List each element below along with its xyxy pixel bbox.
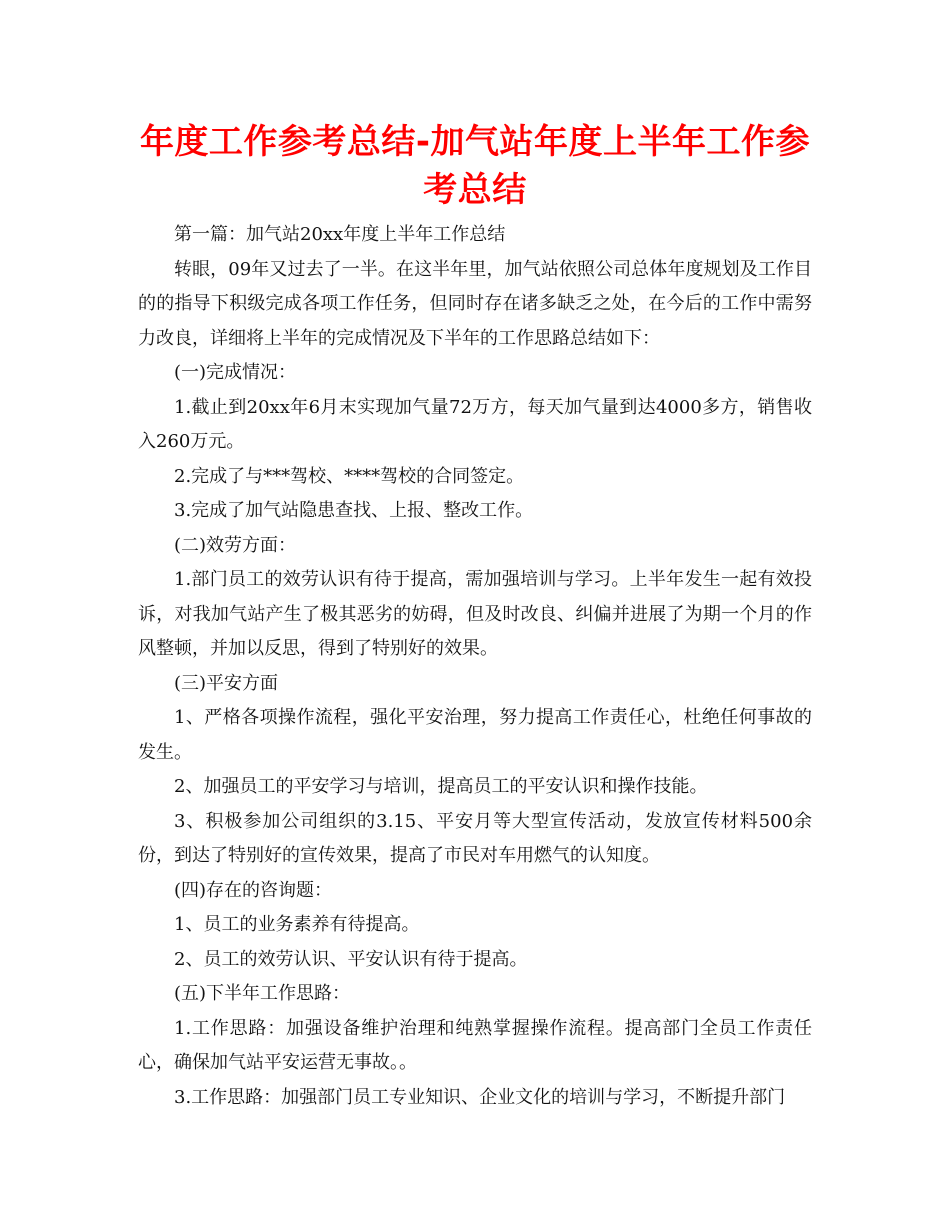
list-item: 1、员工的业务素养有待提高。 xyxy=(174,914,420,935)
list-item: 3.完成了加气站隐患查找、上报、整改工作。 xyxy=(174,500,534,521)
list-item: 2、员工的效劳认识、平安认识有待于提高。 xyxy=(174,948,528,970)
list-item: 2.完成了与***驾校、****驾校的合同签定。 xyxy=(174,465,525,487)
document-body xyxy=(138,218,812,1115)
list-item: 1、严格各项操作流程，强化平安治理，努力提高工作责任心，杜绝任何事故的发生。 xyxy=(138,707,812,763)
list-item: 3、积极参加公司组织的3.15、平安月等大型宣传活动，发放宣传材料500余份，到达了特别好的宣传效果，提高了市民对车用燃气的认知度。 xyxy=(138,810,812,866)
subsection-heading: (五)下半年工作思路： xyxy=(174,983,351,1004)
subsection-heading: (二)效劳方面： xyxy=(174,534,297,556)
paragraph: 转眼，09年又过去了一半。在这半年里，加气站依照公司总体年度规划及工作目的的指导下积级完成各项工作任务，但同时存在诸多缺乏之处，在今后的工作中需努力改良，详细将上半年的完成情况及下半年的工作思路总结如下： xyxy=(138,258,812,349)
section-heading: 第一篇：加气站20xx年度上半年工作总结 xyxy=(174,224,506,245)
list-item: 2、加强员工的平安学习与培训，提高员工的平安认识和操作技能。 xyxy=(174,776,708,797)
document-title: 年度工作参考总结-加气站年度上半年工作参考总结 xyxy=(139,122,811,210)
list-item: 1.截止到20xx年6月末实现加气量72万方，每天加气量到达4000多方，销售收入260万元。 xyxy=(138,396,812,452)
subsection-heading: (四)存在的咨询题： xyxy=(174,879,333,901)
list-item: 1.工作思路：加强设备维护治理和纯熟掌握操作流程。提高部门全员工作责任心，确保加气站平安运营无事故。。 xyxy=(138,1017,812,1073)
list-item: 3.工作思路：加强部门员工专业知识、企业文化的培训与学习，不断提升部门 xyxy=(174,1086,786,1108)
list-item: 1.部门员工的效劳认识有待于提高，需加强培训与学习。上半年发生一起有效投诉，对我加气站产生了极其恶劣的妨碍，但及时改良、纠偏并进展了为期一个月的作风整顿，并加以反思，得到了特别好的效果。 xyxy=(138,569,812,659)
document-page xyxy=(138,118,812,1115)
subsection-heading: (三)平安方面 xyxy=(174,672,279,694)
subsection-heading: (一)完成情况： xyxy=(174,362,297,383)
